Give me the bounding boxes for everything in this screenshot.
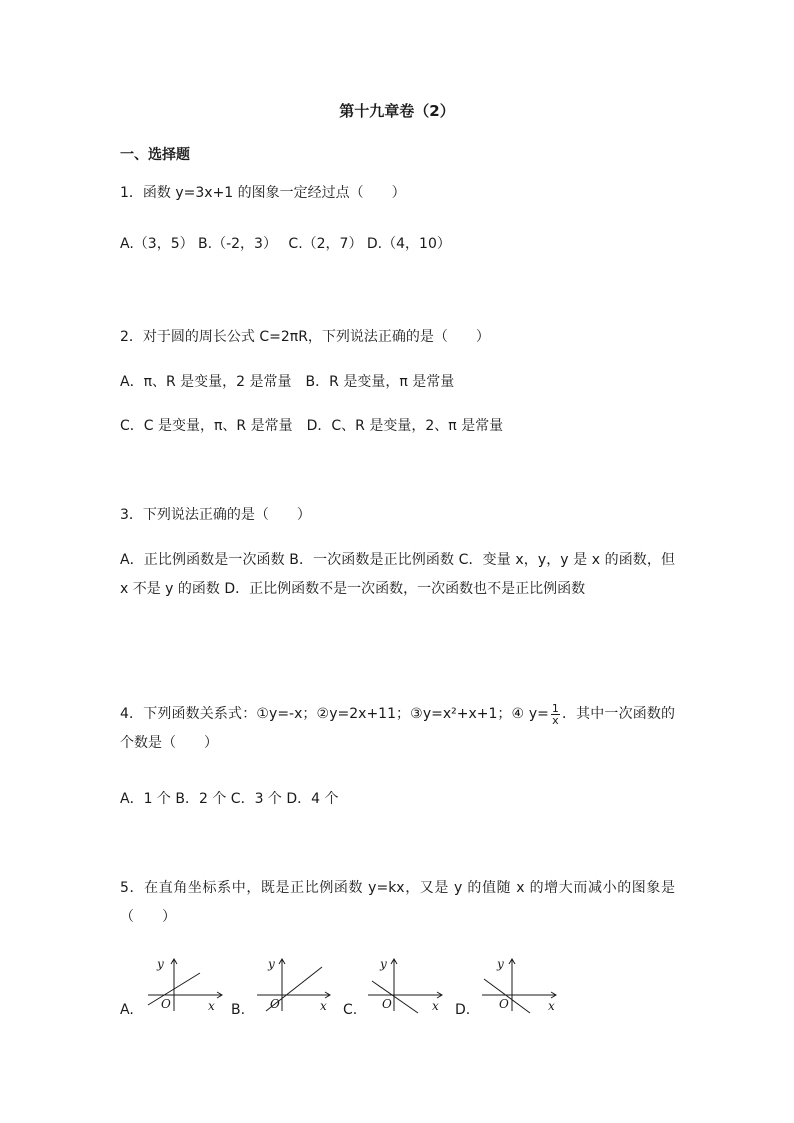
graph-option-c	[362, 955, 447, 1015]
x-axis-label: x	[320, 999, 327, 1013]
graph-line	[372, 981, 418, 1013]
graph-option-d	[476, 955, 561, 1015]
question-4-stem	[120, 700, 675, 758]
y-axis-label: y	[497, 957, 504, 971]
origin-label: O	[499, 997, 509, 1011]
question-2-options-line2: C．C 是变量，π、R 是常量 D．C、R 是变量，2、π 是常量	[120, 418, 504, 434]
page-title: 第十九章卷（2）	[339, 102, 455, 120]
question-2-options-line1: A．π、R 是变量，2 是常量 B．R 是变量，π 是常量	[120, 374, 455, 390]
question-4-stem-pre: 4．下列函数关系式：①y=-x；②y=2x+11；③y=x²+x+1；④ y=	[120, 706, 549, 722]
origin-label: O	[161, 997, 171, 1011]
x-axis-label: x	[208, 999, 215, 1013]
option-c-label: C.	[343, 1002, 358, 1018]
fraction-one-over-x	[551, 703, 560, 726]
option-b-label: B.	[231, 1002, 246, 1018]
question-5-stem: 5．在直角坐标系中，既是正比例函数 y=kx，又是 y 的值随 x 的增大而减小的图象是（ ）	[120, 880, 675, 925]
origin-label: O	[270, 997, 280, 1011]
question-1-options: A.（3，5） B.（-2，3） C.（2，7） D.（4，10）	[120, 236, 451, 252]
option-d-label: D.	[455, 1002, 471, 1018]
question-1-stem: 1．函数 y=3x+1 的图象一定经过点（ ）	[120, 185, 406, 201]
option-a-label: A.	[120, 1002, 134, 1018]
x-axis-label: x	[548, 999, 555, 1013]
y-axis-label: y	[268, 957, 275, 971]
origin-label: O	[382, 997, 392, 1011]
question-4-options: A．1 个 B．2 个 C．3 个 D．4 个	[120, 791, 339, 807]
graph-option-b	[252, 955, 337, 1015]
question-3-options: A．正比例函数是一次函数 B．一次函数是正比例函数 C．变量 x，y，y 是 x 的函数，但 x 不是 y 的函数 D．正比例函数不是一次函数，一次函数也不是正比例函数	[120, 552, 675, 597]
fraction-numerator: 1	[551, 701, 559, 715]
question-2-stem: 2．对于圆的周长公式 C=2πR，下列说法正确的是（ ）	[120, 329, 490, 345]
x-axis-label: x	[432, 999, 439, 1013]
question-4-stem-post: ．其中一次函数的个数是（ ）	[120, 706, 675, 751]
y-axis-label: y	[157, 957, 164, 971]
question-3-stem: 3．下列说法正确的是（ ）	[120, 507, 311, 523]
graph-option-a	[140, 955, 225, 1015]
fraction-denominator: x	[552, 713, 559, 727]
y-axis-label: y	[380, 957, 387, 971]
section-heading: 一、选择题	[120, 147, 190, 163]
